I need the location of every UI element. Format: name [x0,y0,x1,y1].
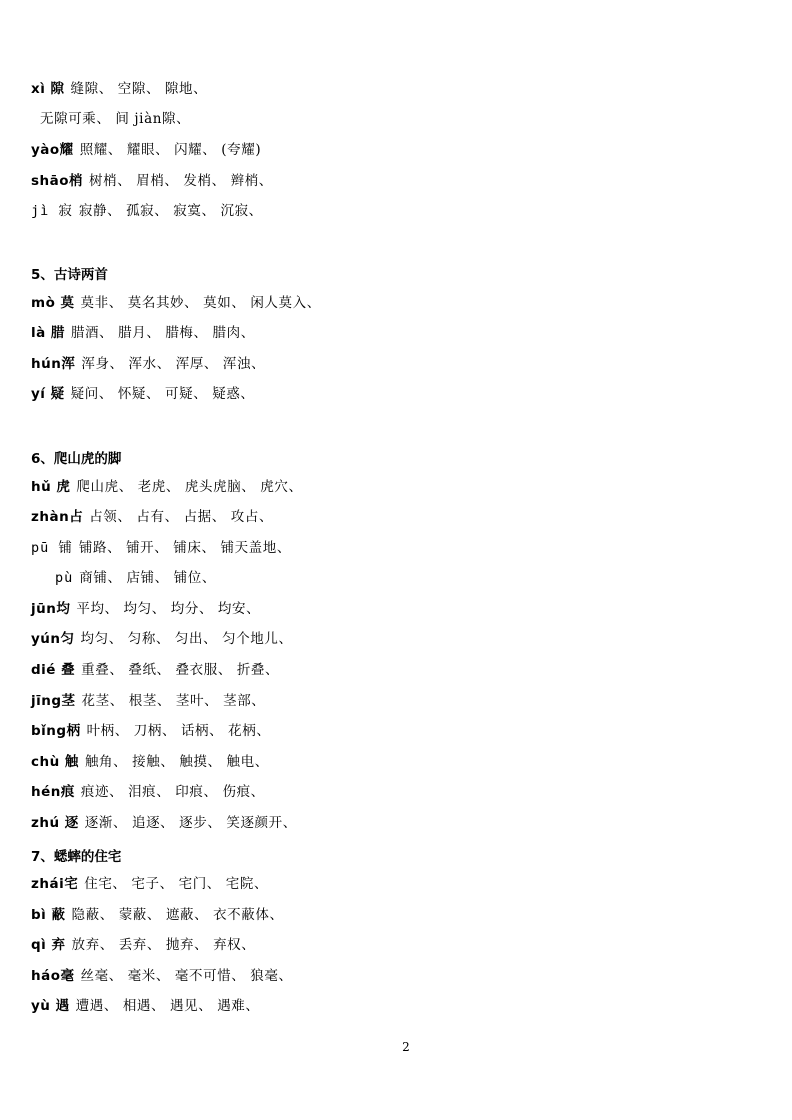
entry-head: hén痕 [31,784,75,800]
entry-xi [31,80,207,98]
entry-mo [31,294,321,312]
entry-zhai [31,875,268,893]
entry-words: 腊酒、 腊月、 腊梅、 腊肉、 [70,325,255,341]
entry-head: xì 隙 [31,81,65,97]
entry-zhan [31,508,273,526]
section-title-7: 7、蟋蟀的住宅 [31,849,122,865]
entry-words: 放弃、 丢弃、 抛弃、 弃权、 [71,937,256,953]
entry-bing [31,722,270,740]
entry-ji [31,202,263,220]
entry-head: hǔ 虎 [31,479,71,495]
entry-words: 缝隙、 空隙、 隙地、 [70,81,208,97]
entry-head: qì 弃 [31,937,66,953]
entry-pu2 [55,569,216,587]
entry-head: pū 铺 [31,540,73,556]
entry-words: 商铺、 店铺、 铺位、 [79,570,216,586]
entry-words: 平均、 均匀、 均分、 均安、 [76,601,261,617]
entry-head: bì 蔽 [31,907,66,923]
entry-words: 浑身、 浑水、 浑厚、 浑浊、 [81,356,266,372]
entry-words: 爬山虎、 老虎、 虎头虎脑、 虎穴、 [76,479,303,495]
entry-pu1 [31,539,291,557]
entry-jun [31,600,260,618]
section-title-5: 5、古诗两首 [31,267,108,283]
entry-zhu [31,814,297,832]
entry-bi [31,906,284,924]
entry-la [31,324,255,342]
section-title-6: 6、爬山虎的脚 [31,451,122,467]
entry-words: 寂静、 孤寂、 寂寞、 沉寂、 [78,203,263,219]
entry-words: 花茎、 根茎、 茎叶、 茎部、 [81,693,266,709]
page-number: 2 [402,1040,410,1054]
entry-head: yí 疑 [31,386,65,402]
entry-head: yún匀 [31,631,75,647]
entry-yi [31,385,255,403]
entry-hao [31,967,293,985]
entry-words: 照耀、 耀眼、 闪耀、 (夸耀) [79,142,262,158]
entry-head: yào耀 [31,142,74,158]
entry-hu [31,478,303,496]
entry-xi-continued [40,110,190,128]
entry-head: dié 叠 [31,662,76,678]
entry-head: jūn均 [31,601,71,617]
entry-head: bǐng柄 [31,723,81,739]
entry-words: 占领、 占有、 占据、 攻占、 [89,509,274,525]
entry-head: hún浑 [31,356,76,372]
entry-words: 遭遇、 相遇、 遇见、 遇难、 [75,998,260,1014]
entry-head: zhàn占 [31,509,84,525]
entry-words: 树梢、 眉梢、 发梢、 辫梢、 [89,173,273,189]
entry-head: jì 寂 [31,203,73,219]
entry-hen [31,783,265,801]
entry-words: 均匀、 匀称、 匀出、 匀个地儿、 [80,631,293,647]
entry-yu [31,997,260,1015]
entry-head: zhái宅 [31,876,79,892]
entry-words: 无隙可乘、 间 jiàn隙、 [40,111,191,127]
entry-words: 丝毫、 毫米、 毫不可惜、 狼毫、 [80,968,293,984]
entry-head: là 腊 [31,325,65,341]
entry-head: pù [55,570,74,586]
entry-head: zhú 逐 [31,815,79,831]
entry-head: jīng茎 [31,693,76,709]
entry-die [31,661,279,679]
entry-words: 莫非、 莫名其妙、 莫如、 闲人莫入、 [80,295,321,311]
entry-words: 叶柄、 刀柄、 话柄、 花柄、 [86,723,271,739]
entry-head: shāo梢 [31,173,84,189]
entry-words: 住宅、 宅子、 宅门、 宅院、 [84,876,269,892]
entry-words: 隐蔽、 蒙蔽、 遮蔽、 衣不蔽体、 [71,907,284,923]
entry-chu [31,753,269,771]
entry-jing [31,692,265,710]
entry-words: 重叠、 叠纸、 叠衣服、 折叠、 [81,662,280,678]
entry-words: 铺路、 铺开、 铺床、 铺天盖地、 [78,540,291,556]
entry-shao [31,172,273,190]
entry-head: chù 触 [31,754,79,770]
entry-head: háo毫 [31,968,75,984]
entry-qi [31,936,255,954]
entry-head: yù 遇 [31,998,70,1014]
entry-head: mò 莫 [31,295,75,311]
entry-yun [31,630,293,648]
entry-words: 逐渐、 追逐、 逐步、 笑逐颜开、 [84,815,297,831]
entry-yao [31,141,261,159]
entry-words: 痕迹、 泪痕、 印痕、 伤痕、 [80,784,265,800]
entry-words: 疑问、 怀疑、 可疑、 疑惑、 [70,386,255,402]
entry-hun [31,355,265,373]
entry-words: 触角、 接触、 触摸、 触电、 [84,754,269,770]
